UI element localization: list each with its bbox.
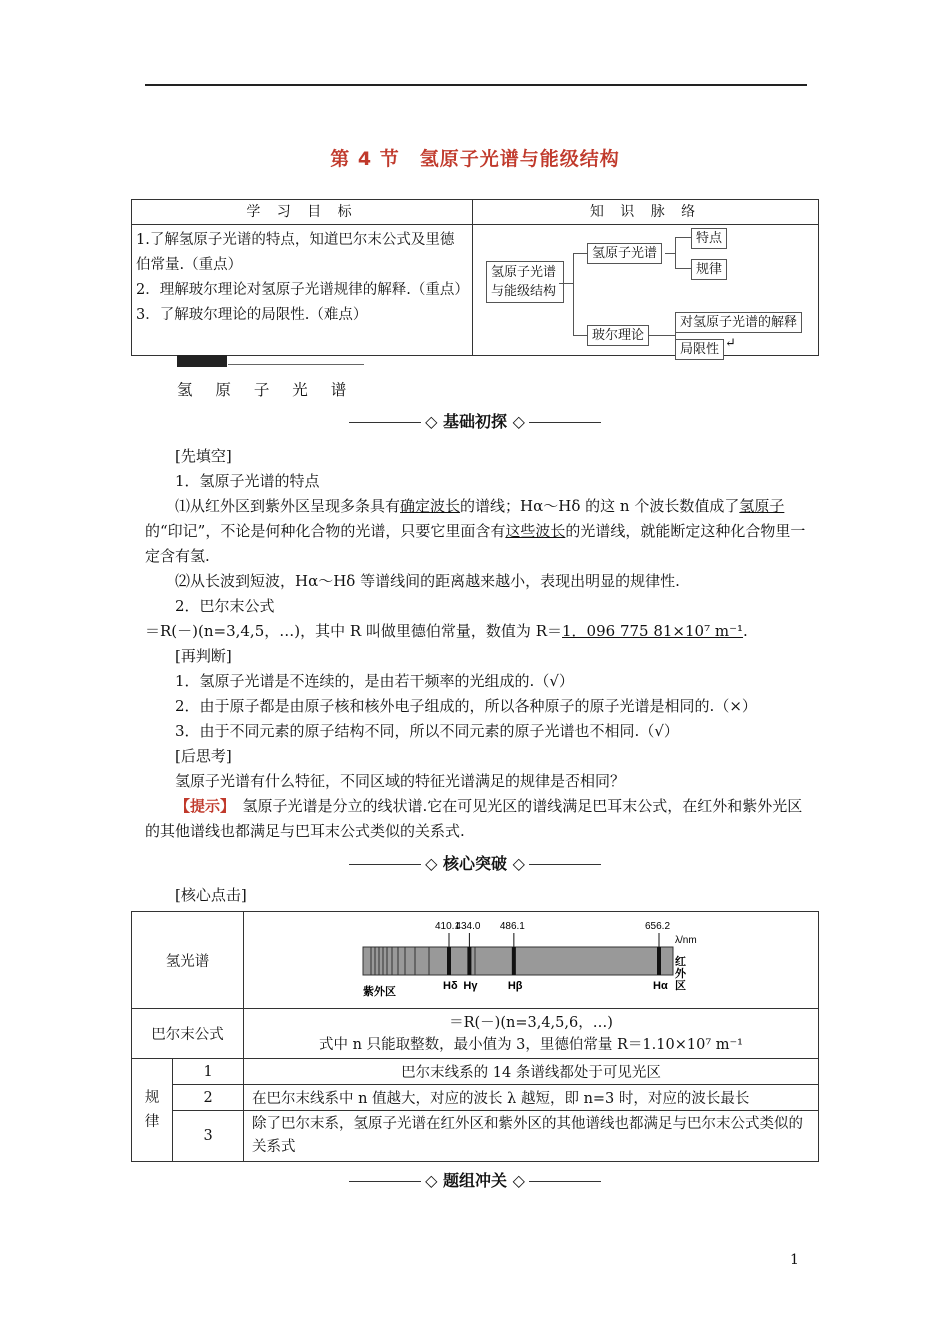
spectral-line-Hα [657,947,661,975]
spectrum-cell [244,912,819,1009]
map-branch-spectrum: 氢原子光谱 [587,243,662,264]
fill-blank-section [145,444,809,844]
judge-item: 2．由于原子都是由原子核和核外电子组成的，所以各种原子的原子光谱是相同的.（×） [175,697,757,715]
think-label: [后思考] [175,747,232,765]
spectral-line-Hγ [467,947,471,975]
section-heading-exercises: ◇ 题组冲关 ◇ [0,1168,950,1191]
fill-heading-1: 1．氢原子光谱的特点 [175,472,320,490]
line-name-label: Hβ [507,980,523,992]
ir-label-3: 区 [675,980,686,992]
fill-paragraph-2: ⑵从长波到短波，Hα～Hδ 等谱线间的距离越来越小，表现出明显的规律性. [175,572,680,590]
return-arrow-icon: ↵ [725,336,736,351]
map-leaf-explanation: 对氢原子光谱的解释 [675,312,802,333]
map-root: 氢原子光谱与能级结构 [486,261,564,303]
map-leaf-rules: 规律 [691,259,727,280]
wavelength-label: 656.2 [645,921,671,932]
wavelength-label: 410.1 [435,921,461,932]
section-heading-basics: ◇ 基础初探 ◇ [0,409,950,432]
rule-number: 2 [173,1085,244,1111]
map-branch-bohr: 玻尔理论 [587,325,649,346]
objective-item: 2．理解玻尔理论对氢原子光谱规律的解释.（重点） [136,282,469,298]
rule-text: 除了巴尔末系，氢原子光谱在红外区和紫外区的其他谱线也都满足与巴尔末公式类似的关系式 [244,1111,819,1162]
rule-text: 巴尔末线系的 14 条谱线都处于可见光区 [244,1059,819,1085]
header-rule [145,84,807,86]
spectral-line-Hδ [447,947,451,975]
map-leaf-features: 特点 [691,228,727,249]
objective-item: 1.了解氢原子光谱的特点，知道巴尔末公式及里德伯常量.（重点） [136,232,455,273]
line-name-label: Hδ [443,980,458,992]
rules-label: 规 律 [132,1059,173,1162]
fill-paragraph-1: ⑴从红外区到紫外区呈现多条具有确定波长的谱线；Hα～Hδ 的这 n 个波长数值成了氢原子的“印记”，不论是何种化合物的光谱，只要它里面含有这些波长的光谱线，就能断定这种化合物里一定含有氢. [145,497,806,565]
rule-number: 1 [173,1059,244,1085]
objectives-list [132,225,473,356]
objectives-header: 学 习 目 标 [132,200,473,225]
spectrum-band [363,947,673,975]
hydrogen-spectrum-diagram [245,913,817,1007]
line-name-label: Hα [653,980,668,992]
uv-label: 紫外区 [363,986,396,998]
knowledge-point-rule [228,364,364,365]
think-question: 氢原子光谱有什么特征，不同区域的特征光谱满足的规律是否相同？ [175,772,626,790]
judge-item: 3．由于不同元素的原子结构不同，所以不同元素的原子光谱也不相同.（√） [175,722,679,740]
objective-item: 3．了解玻尔理论的局限性.（难点） [136,307,368,323]
page-number: 1 [790,1252,799,1268]
wavelength-label: 434.0 [455,921,481,932]
axis-unit: λ/nm [675,935,697,946]
balmer-formula: ＝R(－)(n=3,4,5，…)，其中 R 叫做里德伯常量，数值为 R＝1．096 775 81×10⁷ m⁻¹. [145,622,748,640]
map-leaf-limitations: 局限性 [675,339,724,360]
fill-blank-label: [先填空] [175,447,232,465]
line-name-label: Hγ [463,980,478,992]
fill-heading-2: 2．巴尔末公式 [175,597,275,615]
judge-label: [再判断] [175,647,232,665]
judge-item: 1．氢原子光谱是不连续的，是由若干频率的光组成的.（√） [175,672,574,690]
hint-label: 【提示】 [175,797,228,815]
balmer-row-label: 巴尔末公式 [132,1009,244,1059]
section-heading-core: ◇ 核心突破 ◇ [0,851,950,874]
knowledge-point-title: 氢 原 子 光 谱 [177,381,356,399]
rule-text: 在巴尔末线系中 n 值越大，对应的波长 λ 越短，即 n=3 时，对应的波长最长 [244,1085,819,1111]
objectives-table [131,199,819,356]
spectral-line-Hβ [512,947,516,975]
wavelength-label: 486.1 [499,921,525,932]
knowledge-map-header: 知 识 脉 络 [473,200,819,225]
page-title: 第 4 节 氢原子光谱与能级结构 [330,148,620,170]
hint-paragraph: 【提示】 氢原子光谱是分立的线状谱.它在可见光区的谱线满足巴耳末公式，在红外和紫外光区的其他谱线也都满足与巴耳末公式类似的关系式. [145,797,803,840]
ir-label-2: 外 [675,968,686,980]
core-label: [核心点击] [175,886,247,904]
balmer-row-content: ＝R(－)(n=3,4,5,6，…) 式中 n 只能取整数，最小值为 3，里德伯常量 R＝1.10×10⁷ m⁻¹ [244,1009,819,1059]
knowledge-map [473,225,819,356]
ir-label-1: 红 [675,956,686,968]
core-table [131,911,819,1162]
spectrum-row-label: 氢光谱 [132,912,244,1009]
rule-number: 3 [173,1111,244,1162]
knowledge-point-tag [177,355,227,367]
